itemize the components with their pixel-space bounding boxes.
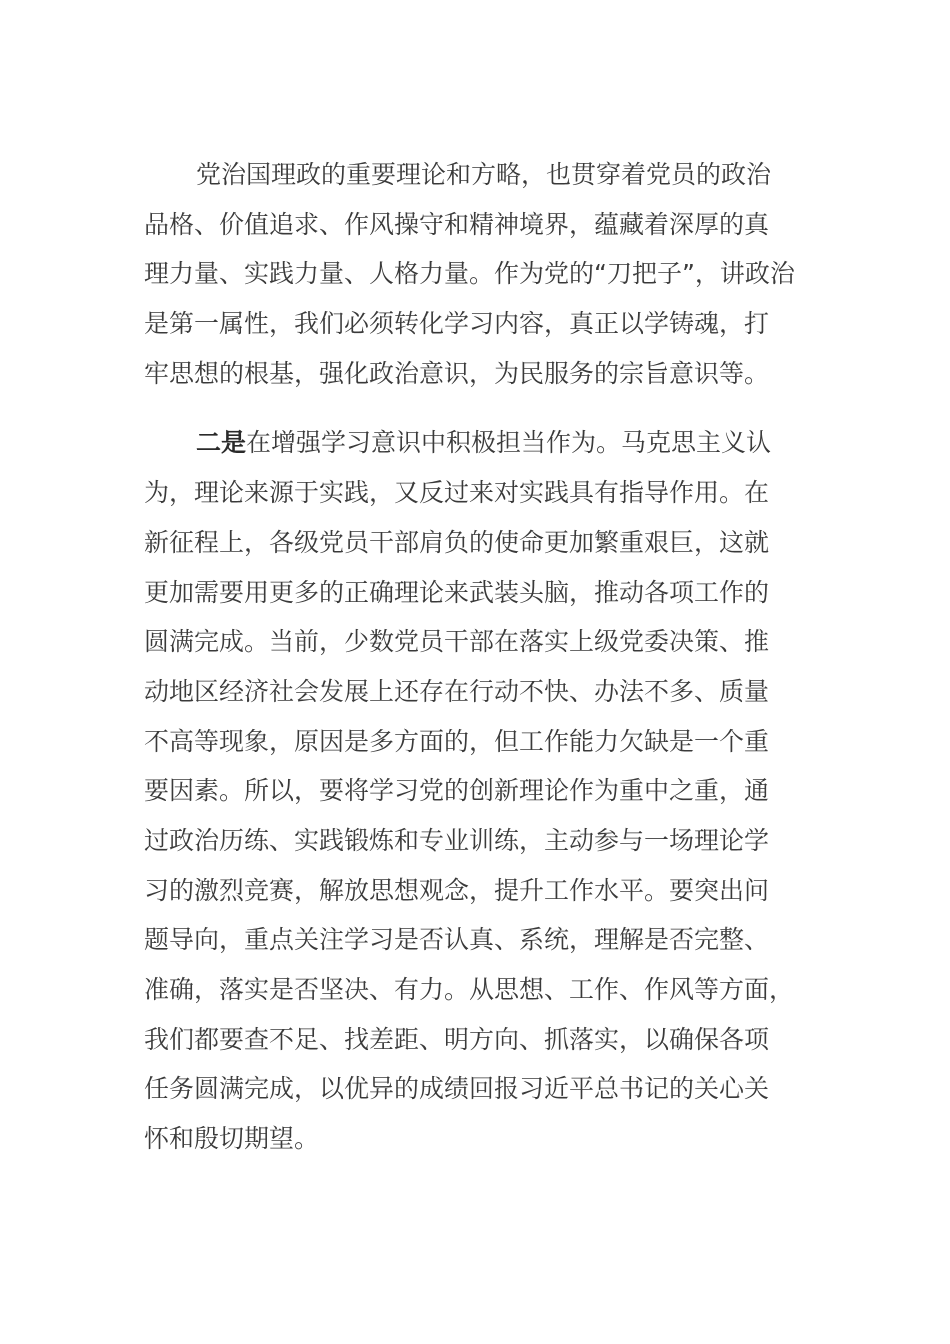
- document-body: [144, 150, 806, 1164]
- paragraph-2-line: 题导向，重点关注学习是否认真、系统，理解是否完整、: [144, 925, 770, 955]
- paragraph-2-line: 要因素。所以，要将学习党的创新理论作为重中之重，通: [144, 776, 770, 806]
- paragraph-2-first-line: [144, 418, 806, 468]
- paragraph-1-line: 理力量、实践力量、人格力量。作为党的“刀把子”，讲政治: [144, 259, 795, 289]
- paragraph-2-line: 更加需要用更多的正确理论来武装头脑，推动各项工作的: [144, 577, 770, 607]
- paragraph-2-line: 新征程上，各级党员干部肩负的使命更加繁重艰巨，这就: [144, 527, 770, 557]
- paragraph-2-line: 圆满完成。当前，少数党员干部在落实上级党委决策、推: [144, 627, 770, 657]
- paragraph-2: [144, 418, 806, 1163]
- paragraph-1-line: 是第一属性，我们必须转化学习内容，真正以学铸魂，打: [144, 309, 770, 339]
- paragraph-1-line: 牢思想的根基，强化政治意识，为民服务的宗旨意识等。: [144, 358, 770, 388]
- paragraph-2-line: 不高等现象，原因是多方面的，但工作能力欠缺是一个重: [144, 726, 770, 756]
- paragraph-2-line: 怀和殷切期望。: [144, 1124, 320, 1154]
- paragraph-1: [144, 150, 806, 398]
- paragraph-1-line: 品格、价值追求、作风操守和精神境界，蕴藏着深厚的真: [144, 209, 770, 239]
- paragraph-spacer: [144, 398, 806, 418]
- paragraph-2-first-line-text: 在增强学习意识中积极担当作为。马克思主义认: [246, 428, 772, 458]
- paragraph-2-line: 动地区经济社会发展上还存在行动不快、办法不多、质量: [144, 676, 770, 706]
- paragraph-2-line: 我们都要查不足、找差距、明方向、抓落实，以确保各项: [144, 1024, 770, 1054]
- paragraph-2-line: 为，理论来源于实践，又反过来对实践具有指导作用。在: [144, 478, 770, 508]
- paragraph-2-line: 习的激烈竞赛，解放思想观念，提升工作水平。要突出问: [144, 875, 770, 905]
- paragraph-2-line: 过政治历练、实践锻炼和专业训练，主动参与一场理论学: [144, 825, 770, 855]
- paragraph-2-line: 准确，落实是否坚决、有力。从思想、工作、作风等方面，: [144, 975, 795, 1004]
- paragraph-2-lead: 二是: [196, 428, 247, 458]
- paragraph-1-line: 党治国理政的重要理论和方略，也贯穿着党员的政治: [196, 160, 772, 189]
- paragraph-2-line: 任务圆满完成，以优异的成绩回报习近平总书记的关心关: [144, 1074, 770, 1104]
